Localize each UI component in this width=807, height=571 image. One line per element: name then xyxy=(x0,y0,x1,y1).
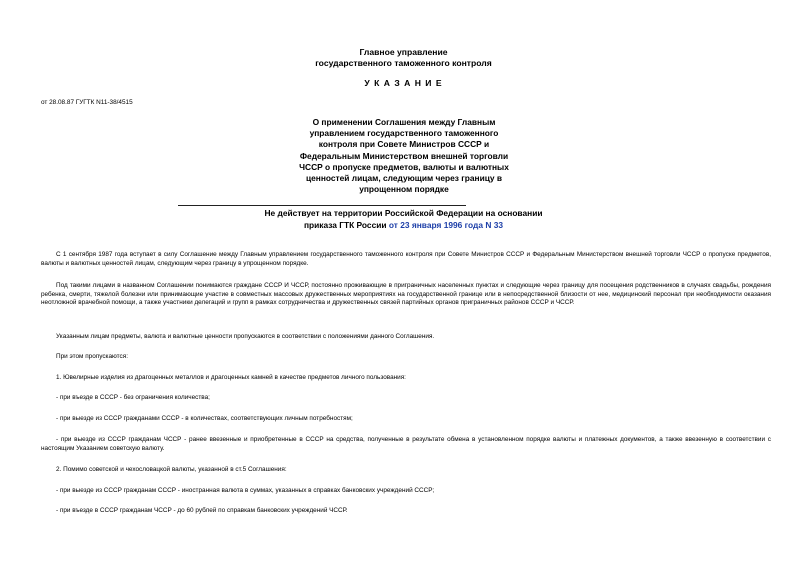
list-item xyxy=(41,394,771,403)
list-item xyxy=(41,507,771,516)
list-item-text: - при выезде из СССР гражданами СССР - в количествах, соответствующих личным потребностям; xyxy=(56,415,353,422)
list-item xyxy=(41,466,771,475)
title-line: управлением государственного таможенного xyxy=(309,128,499,139)
title-line: упрощенном порядке xyxy=(359,184,449,195)
paragraph-text: Под такими лицами в названном Соглашении понимаются граждане СССР И ЧССР, постоянно проживающие в приграничных населенных пунктах и следующие через границу для посещения родственников в случаях свадьбы, рождения ребенка, смерти, тяжелой болезни или принимающие участие в совместных массовых дружественных мероприятиях на государственной границе или в непосредственной близости от нее, медицинский персонал при необходимости оказания неотложной врачебной помощи, а также участники делегаций и групп в рамках сотрудничества и дружественных связей партийных органов приграничных районов СССР и ЧССР. xyxy=(41,282,771,307)
list-item-text: - при выезде из СССР гражданам СССР - иностранная валюта в суммах, указанных в справках банковских учреждений СССР; xyxy=(56,487,435,494)
paragraph xyxy=(41,282,771,308)
list-item-text: - при въезде в СССР гражданам ЧССР - до 60 рублей по справкам банковских учреждений ЧССР. xyxy=(56,507,348,514)
list-item xyxy=(41,415,771,424)
paragraph xyxy=(41,251,771,268)
status-notice-line1: Не действует на территории Российской Федерации на основании xyxy=(264,208,543,218)
status-notice-text: приказа ГТК России xyxy=(303,220,389,230)
organization-name-line2: государственного таможенного контроля xyxy=(315,58,492,68)
paragraph-text: При этом пропускаются: xyxy=(56,353,128,360)
title-line: ЧССР о пропуске предметов, валюты и валютных xyxy=(299,161,509,172)
paragraph xyxy=(41,353,771,362)
title-line: О применении Соглашения между Главным xyxy=(312,117,496,127)
cancellation-order-link[interactable]: от 23 января 1996 года N 33 xyxy=(388,220,504,230)
list-item-text: - при въезде в СССР - без ограничения количества; xyxy=(56,394,210,401)
document-reference: от 28.08.87 ГУГТК N11-38/4515 xyxy=(41,99,133,106)
list-item xyxy=(41,374,771,383)
separator-line xyxy=(178,205,466,206)
document-type-heading: У К А З А Н И Е xyxy=(364,78,443,88)
status-notice-line2 xyxy=(0,220,807,231)
paragraph-text: С 1 сентября 1987 года вступает в силу Соглашение между Главным управлением государственного таможенного контроля при Совете Министров СССР и Федеральным Министерством внешней торговли ЧССР о пропуске предметов, валюты и валютных ценностей лицам, следующим через границу в упрощенном порядке. xyxy=(41,251,771,267)
document-title xyxy=(285,117,523,195)
list-item xyxy=(41,436,771,453)
organization-name-line1: Главное управление xyxy=(359,47,448,57)
title-line: контроля при Совете Министров СССР и xyxy=(318,139,490,150)
list-item-text: 2. Помимо советской и чехословацкой валюты, указанной в ст.5 Соглашения: xyxy=(56,466,287,473)
paragraph xyxy=(41,333,771,342)
list-item-text: - при выезде из СССР гражданам ЧССР - ранее ввезенные и приобретенные в СССР на средства, полученные в результате обмена в установленном порядке валюты и платежных документов, а также ввезенную в соответствии с настоящим Указанием советскую валюту. xyxy=(41,436,771,452)
paragraph-text: Указанным лицам предметы, валюта и валютные ценности пропускаются в соответствии с положениями данного Соглашения. xyxy=(56,333,435,340)
title-line: ценностей лицам, следующим через границу в xyxy=(305,173,503,184)
title-line: Федеральным Министерством внешней торговли xyxy=(299,150,509,161)
list-item xyxy=(41,487,771,496)
list-item-text: 1. Ювелирные изделия из драгоценных металлов и драгоценных камней в качестве предметов личного пользования: xyxy=(56,374,406,381)
